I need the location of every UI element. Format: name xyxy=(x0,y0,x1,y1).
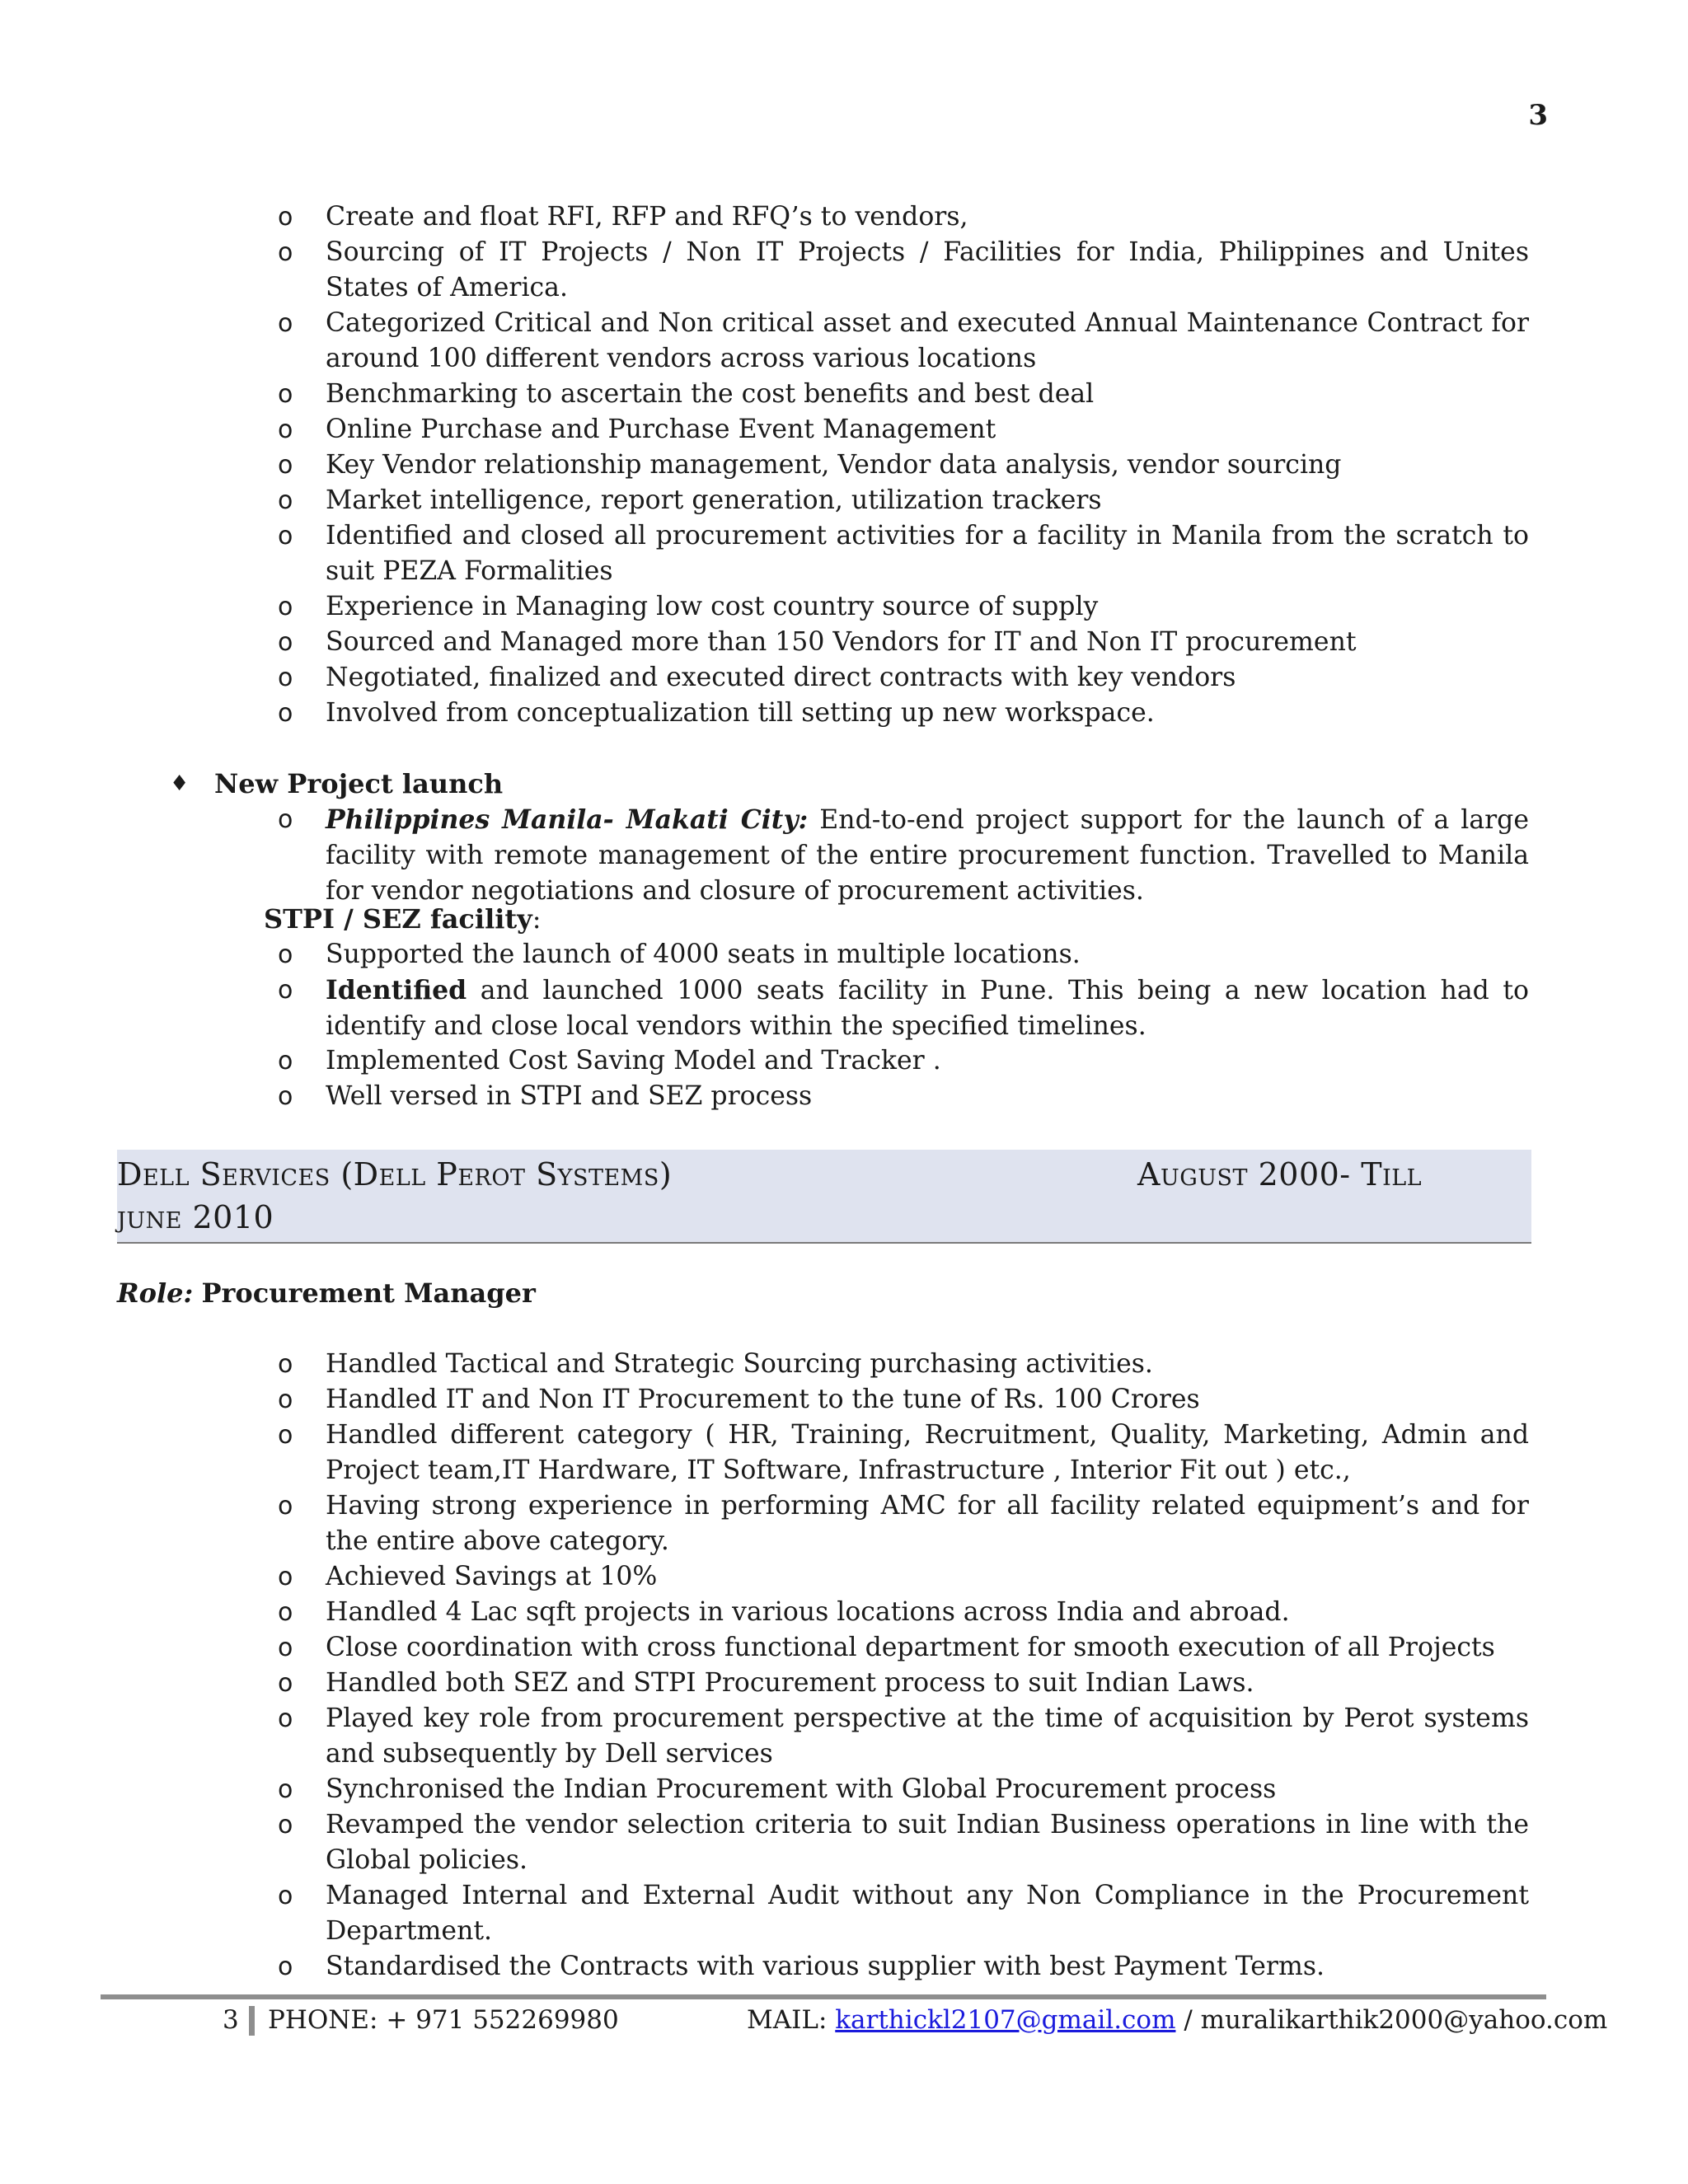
list-bullet: o xyxy=(278,1669,293,1698)
list-bullet: o xyxy=(278,1775,293,1804)
list-bullet: o xyxy=(278,380,293,409)
list-item: Sourced and Managed more than 150 Vendors for IT and Non IT procurement xyxy=(326,627,1357,657)
diamond-bullet-icon: ♦ xyxy=(170,771,190,796)
footer-phone: PHONE: + 971 552269980 xyxy=(268,2005,619,2035)
list-item: Experience in Managing low cost country source of supply xyxy=(326,592,1099,621)
list-bullet: o xyxy=(278,1385,293,1414)
mail-label: MAIL: xyxy=(747,2005,828,2035)
list-bullet: o xyxy=(278,1421,293,1450)
list-bullet: o xyxy=(278,1598,293,1627)
list-item: Supported the launch of 4000 seats in multiple locations. xyxy=(326,940,1081,969)
list-bullet: o xyxy=(278,628,293,657)
list-bullet: o xyxy=(278,1811,293,1840)
list-item: Well versed in STPI and SEZ process xyxy=(326,1081,813,1111)
role-line xyxy=(117,1276,536,1311)
list-item: Handled Tactical and Strategic Sourcing purchasing activities. xyxy=(326,1349,1153,1379)
list-item: Online Purchase and Purchase Event Management xyxy=(326,415,996,444)
list-bullet: o xyxy=(278,203,293,232)
footer-mail xyxy=(747,2003,1607,2038)
list-item: Standardised the Contracts with various supplier with best Payment Terms. xyxy=(326,1952,1325,1981)
identified-label: Identified xyxy=(326,975,467,1005)
list-bullet: o xyxy=(278,593,293,621)
list-item: Sourcing of IT Projects / Non IT Projects / Facilities for India, Philippines and Unites States of America. xyxy=(326,237,1529,302)
role-label: Role: xyxy=(117,1277,194,1309)
list-item: Played key role from procurement perspective at the time of acquisition by Perot systems and subsequently by Dell services xyxy=(326,1704,1529,1769)
list-bullet: o xyxy=(278,805,293,834)
email-separator: / xyxy=(1184,2005,1193,2035)
list-item: Synchronised the Indian Procurement with Global Procurement process xyxy=(326,1774,1277,1804)
list-bullet: o xyxy=(278,976,293,1005)
list-bullet: o xyxy=(278,1882,293,1910)
list-item: Categorized Critical and Non critical asset and executed Annual Maintenance Contract for around 100 different vendors across various locations xyxy=(326,308,1529,373)
stpi-heading: STPI / SEZ facility: xyxy=(264,903,542,935)
list-item: Handled different category ( HR, Training, Recruitment, Quality, Marketing, Admin and Project team,IT Hardware, IT Software, Infrastructure , Interior Fit out ) etc., xyxy=(326,1420,1529,1485)
section-heading: New Project launch xyxy=(214,768,504,799)
list-item: Identified and closed all procurement activities for a facility in Manila from the scratch to suit PEZA Formalities xyxy=(326,521,1529,586)
list-bullet: o xyxy=(278,238,293,267)
list-bullet: o xyxy=(278,309,293,338)
list-bullet: o xyxy=(278,1047,293,1076)
list-item xyxy=(326,802,1529,909)
email-yahoo: muralikarthik2000@yahoo.com xyxy=(1200,2005,1608,2035)
role-title: Procurement Manager xyxy=(201,1277,536,1309)
list-item: Benchmarking to ascertain the cost benefits and best deal xyxy=(326,379,1095,409)
list-item: Handled 4 Lac sqft projects in various locations across India and abroad. xyxy=(326,1597,1290,1627)
list-item: Market intelligence, report generation, utilization trackers xyxy=(326,485,1102,515)
list-bullet: o xyxy=(278,663,293,692)
email-link-gmail[interactable]: karthickl2107@gmail.com xyxy=(835,2005,1176,2035)
list-item: Implemented Cost Saving Model and Tracker . xyxy=(326,1046,941,1076)
footer-divider xyxy=(249,2006,255,2036)
list-bullet: o xyxy=(278,415,293,444)
list-bullet: o xyxy=(278,451,293,480)
list-bullet: o xyxy=(278,1563,293,1591)
list-item: Achieved Savings at 10% xyxy=(326,1562,658,1591)
footer-rule xyxy=(101,1994,1546,1999)
location-description: End-to-end project support for the launch of a large facility with remote management of the entire procurement function. Travelled to Manila for vendor negotiations and closure of procurement activities. xyxy=(326,805,1529,906)
employer-name: Dell Services (Dell Perot Systems) xyxy=(117,1156,673,1193)
list-item: Close coordination with cross functional department for smooth execution of all Projects xyxy=(326,1633,1495,1662)
page-number: 3 xyxy=(1528,99,1548,132)
list-item: Managed Internal and External Audit without any Non Compliance in the Procurement Department. xyxy=(326,1881,1529,1946)
list-item xyxy=(326,972,1529,1044)
footer-page-number: 3 xyxy=(223,2005,239,2035)
list-item: Revamped the vendor selection criteria to suit Indian Business operations in line with the Global policies. xyxy=(326,1810,1529,1875)
list-item: Handled IT and Non IT Procurement to the tune of Rs. 100 Crores xyxy=(326,1385,1200,1414)
list-bullet: o xyxy=(278,699,293,728)
list-bullet: o xyxy=(278,1350,293,1379)
list-item: Having strong experience in performing AMC for all facility related equipment’s and for the entire above category. xyxy=(326,1491,1529,1556)
employment-dates-continued: june 2010 xyxy=(117,1199,274,1235)
list-item: Negotiated, finalized and executed direct contracts with key vendors xyxy=(326,663,1236,692)
identified-text: and launched 1000 seats facility in Pune. This being a new location had to identify and close local vendors within the specified timelines. xyxy=(326,976,1529,1041)
location-label: Philippines Manila- Makati City: xyxy=(326,804,809,835)
list-bullet: o xyxy=(278,486,293,515)
list-bullet: o xyxy=(278,1082,293,1111)
list-item: Involved from conceptualization till setting up new workspace. xyxy=(326,698,1155,728)
employment-dates: August 2000- Till xyxy=(1137,1156,1423,1193)
list-bullet: o xyxy=(278,1704,293,1733)
list-bullet: o xyxy=(278,522,293,551)
list-item: Create and float RFI, RFP and RFQ’s to vendors, xyxy=(326,202,968,232)
list-item: Handled both SEZ and STPI Procurement process to suit Indian Laws. xyxy=(326,1668,1254,1698)
list-bullet: o xyxy=(278,1633,293,1662)
list-bullet: o xyxy=(278,1952,293,1981)
list-item: Key Vendor relationship management, Vendor data analysis, vendor sourcing xyxy=(326,450,1342,480)
list-bullet: o xyxy=(278,940,293,969)
list-bullet: o xyxy=(278,1492,293,1521)
